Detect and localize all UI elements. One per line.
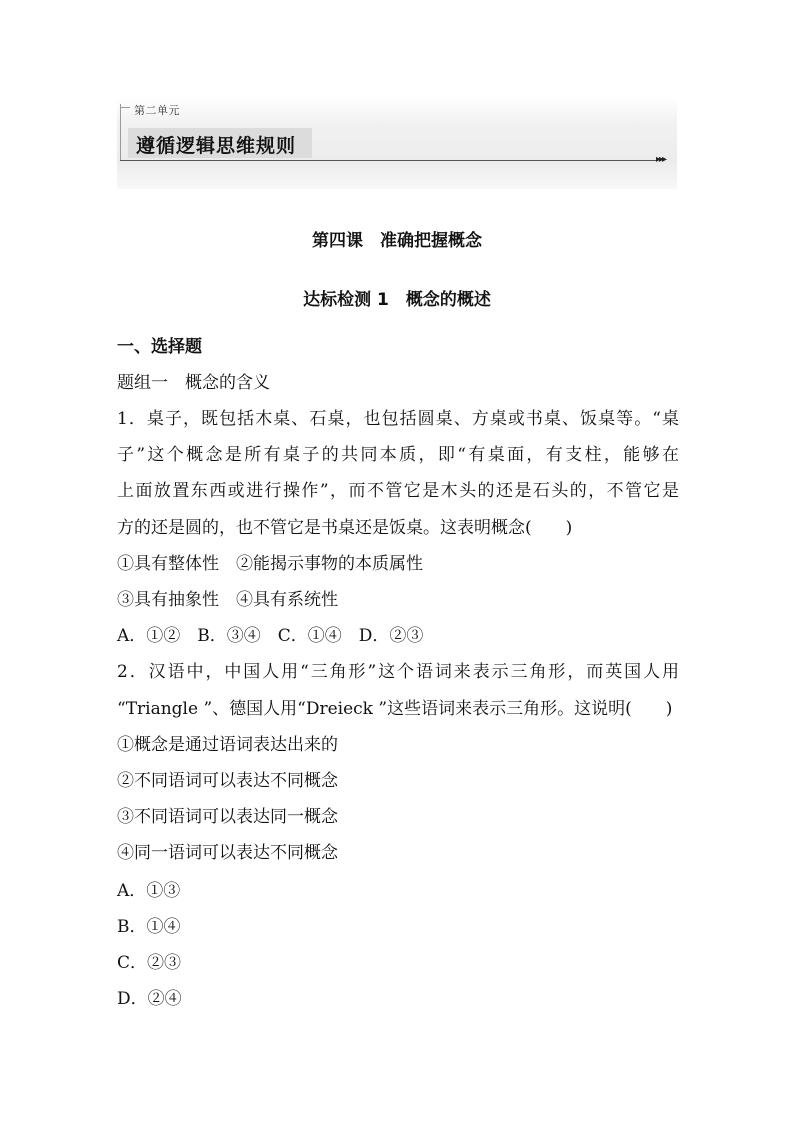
test-title: 达标检测 1 概念的概述 [303,290,491,310]
q1-statement: ①具有整体性 ②能揭示事物的本质属性 [117,554,423,574]
q2-option: C．②③ [117,953,182,973]
q2-text-line: 2．汉语中，中国人用“三角形”这个语词来表示三角形，而英国人用 [117,662,679,682]
unit-title: 遵循逻辑思维规则 [136,135,297,157]
q1-text-line: 方的还是圆的，也不管它是书桌还是饭桌。这表明概念( ) [117,518,573,538]
q2-statement: ②不同语词可以表达不同概念 [117,771,338,791]
q2-option: A．①③ [117,881,181,901]
triple-arrow-icon: ▸▸▸ [656,154,666,165]
section-title: 一、选择题 [117,337,202,357]
lesson-title: 第四课 准确把握概念 [312,231,482,251]
banner-top-tick [120,107,130,108]
q1-statement: ③具有抽象性 ④具有系统性 [117,590,338,610]
q2-statement: ④同一语词可以表达不同概念 [117,843,338,863]
banner-vertical-rule [120,104,121,160]
q2-option: D．②④ [117,989,182,1009]
q1-options: A．①② B．③④ C．①④ D．②③ [117,626,424,646]
q2-statement: ①概念是通过语词表达出来的 [117,735,338,755]
q1-text-line: 1．桌子，既包括木桌、石桌，也包括圆桌、方桌或书桌、饭桌等。“桌 [117,409,679,429]
banner-baseline [120,160,656,161]
q2-option: B．①④ [117,917,181,937]
unit-label: 第二单元 [134,104,180,117]
q1-text-line: 子”这个概念是所有桌子的共同本质，即“有桌面，有支柱，能够在 [117,445,679,465]
group-title: 题组一 概念的含义 [117,373,270,393]
q2-text-line: “Triangle ”、德国人用“Dreieck ”这些语词来表示三角形。这说明( ) [117,699,673,719]
q2-statement: ③不同语词可以表达同一概念 [117,807,338,827]
q1-text-line: 上面放置东西或进行操作”，而不管它是木头的还是石头的，不管它是 [117,481,679,501]
